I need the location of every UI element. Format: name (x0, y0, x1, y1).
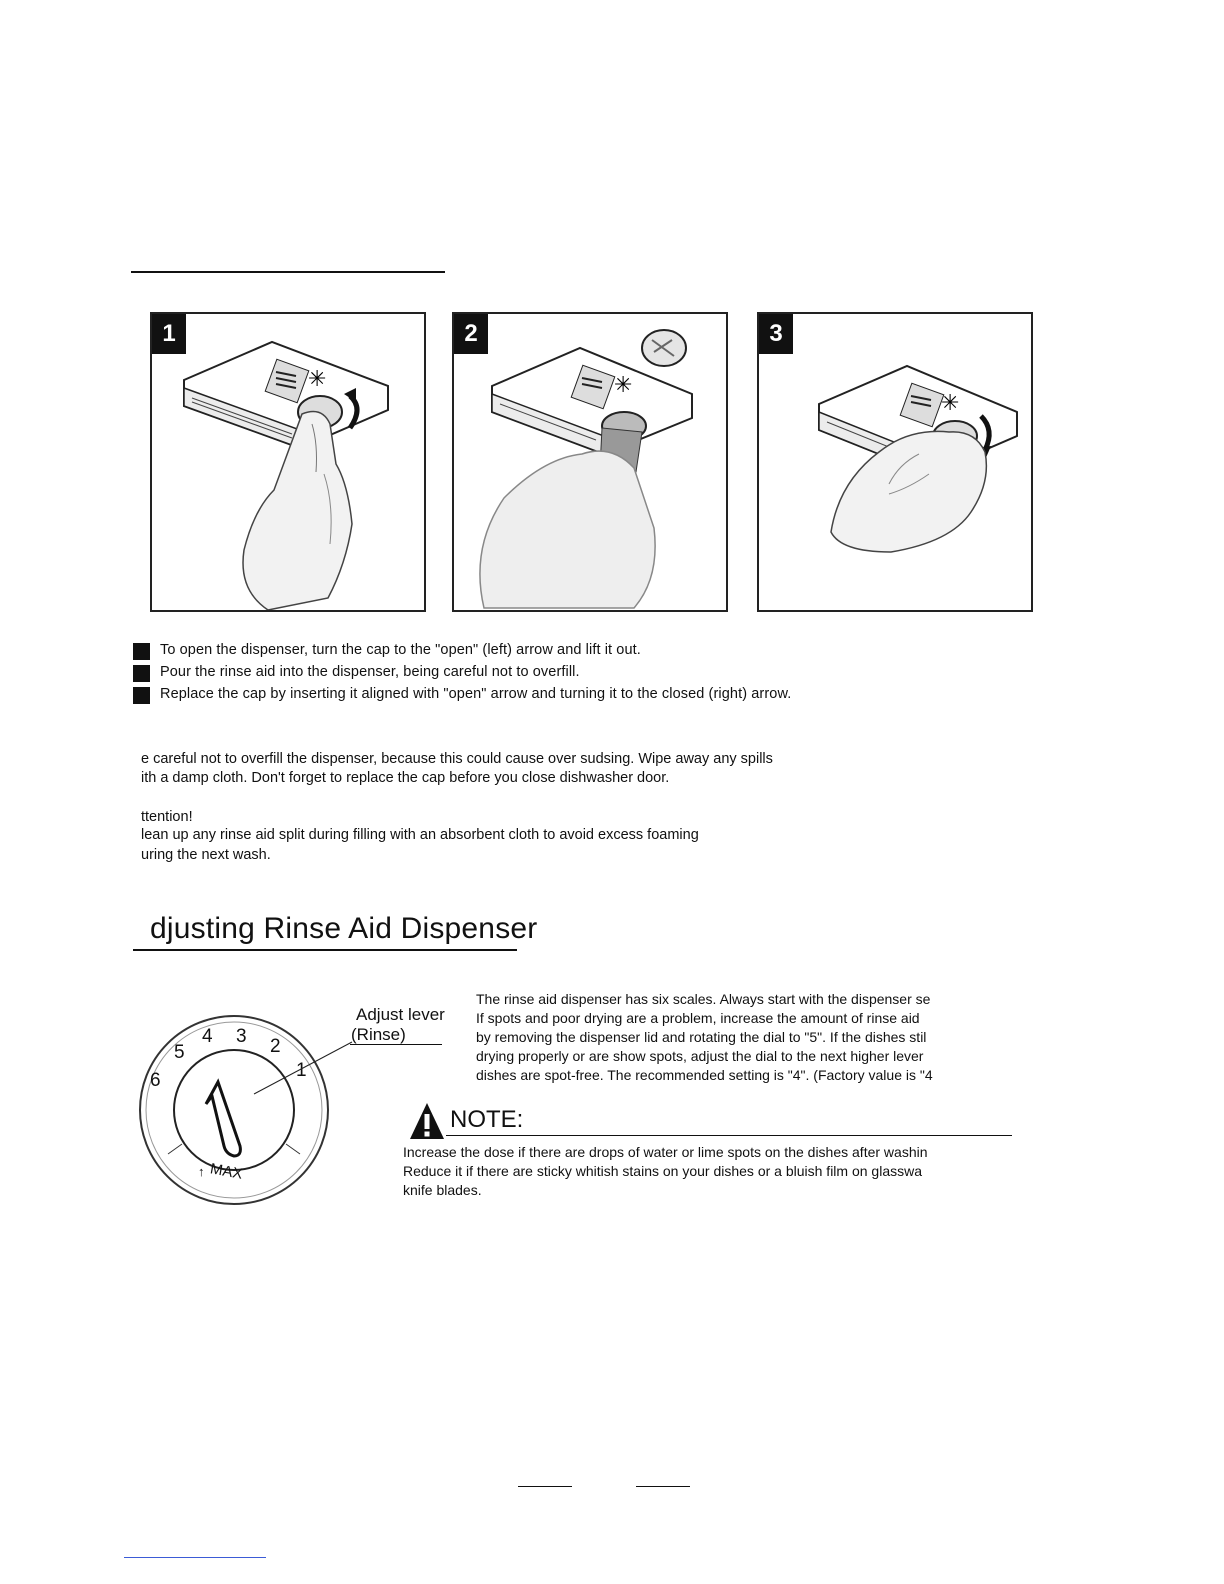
step-2-marker (133, 665, 150, 682)
note-line-1: Increase the dose if there are drops of water or lime spots on the dishes after washin (403, 1144, 928, 1160)
adjust-text-line-4: drying properly or are show spots, adjust the dial to the next higher lever (476, 1048, 924, 1064)
attention-line-1: lean up any rinse aid split during filling with an absorbent cloth to avoid excess foaming (141, 827, 699, 843)
footer-rule-left (518, 1486, 572, 1487)
dial-scale-1: 1 (296, 1060, 307, 1081)
caution-line-2: ith a damp cloth. Don't forget to replace the cap before you close dishwasher door. (141, 770, 670, 786)
warning-icon (409, 1102, 445, 1140)
step-1-badge: 1 (152, 314, 186, 354)
svg-text:✳: ✳ (941, 391, 960, 416)
note-title: NOTE: (450, 1106, 524, 1133)
dispenser-open-illustration (152, 314, 424, 610)
step-1-text: To open the dispenser, turn the cap to the "open" (left) arrow and lift it out. (160, 642, 641, 658)
adjust-text-line-1: The rinse aid dispenser has six scales. Always start with the dispenser se (476, 991, 931, 1007)
section-heading: djusting Rinse Aid Dispenser (150, 912, 538, 945)
footer-link-underline (124, 1557, 266, 1558)
attention-title: ttention! (141, 809, 193, 825)
step-1-marker (133, 643, 150, 660)
dial-max-label: MAX (208, 1160, 244, 1183)
adjust-text-line-3: by removing the dispenser lid and rotating the dial to "5". If the dishes stil (476, 1029, 927, 1045)
illustration-step-2 (452, 312, 728, 612)
dial-scale-2: 2 (270, 1036, 281, 1057)
footer-rule-right (636, 1486, 690, 1487)
dial-scale-5: 5 (174, 1042, 185, 1063)
attention-line-2: uring the next wash. (141, 847, 271, 863)
step-3-marker (133, 687, 150, 704)
adjust-text-line-2: If spots and poor drying are a problem, increase the amount of rinse aid (476, 1010, 920, 1026)
dial-scale-6: 6 (150, 1070, 161, 1091)
lever-label-underline (350, 1044, 442, 1045)
dial-scale-4: 4 (202, 1026, 213, 1047)
step-3-text: Replace the cap by inserting it aligned with "open" arrow and turning it to the closed (right) arrow. (160, 686, 792, 702)
adjust-lever-label-rinse: (Rinse) (351, 1025, 406, 1044)
adjust-text-line-5: dishes are spot-free. The recommended setting is "4". (Factory value is "4 (476, 1067, 933, 1083)
dispenser-close-illustration (759, 314, 1031, 610)
step-2-text: Pour the rinse aid into the dispenser, being careful not to overfill. (160, 664, 580, 680)
dial-scale-3: 3 (236, 1026, 247, 1047)
step-2-badge: 2 (454, 314, 488, 354)
pour-rinse-aid-illustration (454, 314, 726, 610)
illustration-step-1 (150, 312, 426, 612)
step-3-badge: 3 (759, 314, 793, 354)
section-heading-underline (133, 949, 517, 951)
caution-line-1: e careful not to overfill the dispenser, because this could cause over sudsing. Wipe away any spills (141, 751, 773, 767)
svg-text:✳: ✳ (614, 373, 633, 398)
svg-text:↑: ↑ (198, 1164, 205, 1179)
adjust-lever-label: Adjust lever (356, 1005, 445, 1024)
illustration-step-3 (757, 312, 1033, 612)
svg-text:✳: ✳ (308, 367, 327, 392)
top-heading-underline (131, 271, 445, 273)
lever-leader-line (250, 1040, 360, 1100)
note-line-2: Reduce it if there are sticky whitish stains on your dishes or a bluish film on glasswa (403, 1163, 923, 1179)
note-underline (446, 1135, 1012, 1136)
note-line-3: knife blades. (403, 1182, 482, 1198)
